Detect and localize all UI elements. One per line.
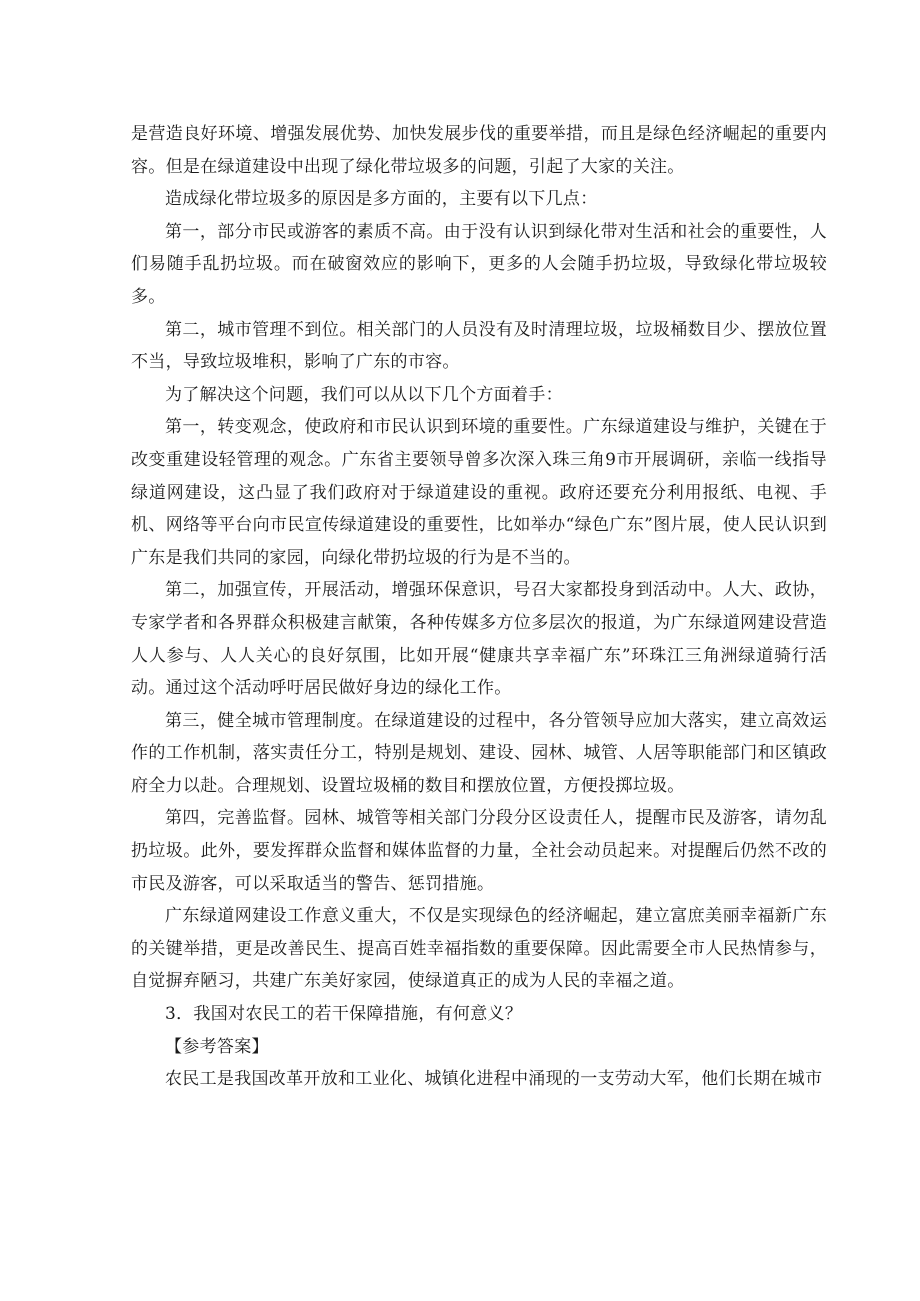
reference-answer-heading: 【参考答案】 [165,1036,269,1057]
paragraph-answer-start: 农民工是我国改革开放和工业化、城镇化进程中涌现的一支劳动大军，他们长期在城市 [165,1069,823,1090]
paragraph-solution-4: 第四，完善监督。园林、城管等相关部门分段分区设责任人，提醒市民及游客，请勿乱扔垃圾。此外，要发挥群众监督和媒体监督的力量，全社会动员起来。对提醒后仍然不改的市民及游客，可以采取适当的警告、惩罚措施。 [131,808,827,894]
paragraph-cause-1: 第一，部分市民或游客的素质不高。由于没有认识到绿化带对生活和社会的重要性，人们易随手乱扔垃圾。而在破窗效应的影响下，更多的人会随手扔垃圾，导致绿化带垃圾较多。 [131,221,827,307]
paragraph-solution-3: 第三，健全城市管理制度。在绿道建设的过程中，各分管领导应加大落实，建立高效运作的工作机制，落实责任分工，特别是规划、建设、园林、城管、人居等职能部门和区镇政府全力以赴。合理规划、设置垃圾桶的数目和摆放位置，方便投掷垃圾。 [131,710,827,796]
paragraph-intro-continuation: 是营造良好环境、增强发展优势、加快发展步伐的重要举措，而且是绿色经济崛起的重要内容。但是在绿道建设中出现了绿化带垃圾多的问题，引起了大家的关注。 [131,124,827,177]
paragraph-solution-1: 第一，转变观念，使政府和市民认识到环境的重要性。广东绿道建设与维护，关键在于改变重建设轻管理的观念。广东省主要领导曾多次深入珠三角9市开展调研，亲临一线指导绿道网建设，这凸显了我们政府对于绿道建设的重视。政府还要充分利用报纸、电视、手机、网络等平台向市民宣传绿道建设的重要性，比如举办“绿色广东”图片展，使人民认识到广东是我们共同的家园，向绿化带扔垃圾的行为是不当的。 [131,417,827,568]
paragraph-causes-heading: 造成绿化带垃圾多的原因是多方面的，主要有以下几点： [165,189,598,210]
paragraph-cause-2: 第二，城市管理不到位。相关部门的人员没有及时清理垃圾，垃圾桶数目少、摆放位置不当，导致垃圾堆积，影响了广东的市容。 [131,319,827,373]
paragraph-solutions-heading: 为了解决这个问题，我们可以从以下几个方面着手： [165,384,563,405]
question-3: 3．我国对农民工的若干保障措施，有何意义？ [165,1004,523,1025]
paragraph-conclusion: 广东绿道网建设工作意义重大，不仅是实现绿色的经济崛起，建立富庶美丽幸福新广东的关键举措，更是改善民生、提高百姓幸福指数的重要保障。因此需要全市人民热情参与，自觉摒弃陋习，共建广东美好家园，使绿道真正的成为人民的幸福之道。 [131,906,827,992]
document-page [131,118,827,1096]
paragraph-solution-2: 第二，加强宣传，开展活动，增强环保意识，号召大家都投身到活动中。人大、政协，专家学者和各界群众积极建言献策，各种传媒多方位多层次的报道，为广东绿道网建设营造人人参与、人人关心的良好氛围，比如开展“健康共享幸福广东”环珠江三角洲绿道骑行活动。通过这个活动呼吁居民做好身边的绿化工作。 [131,580,827,699]
